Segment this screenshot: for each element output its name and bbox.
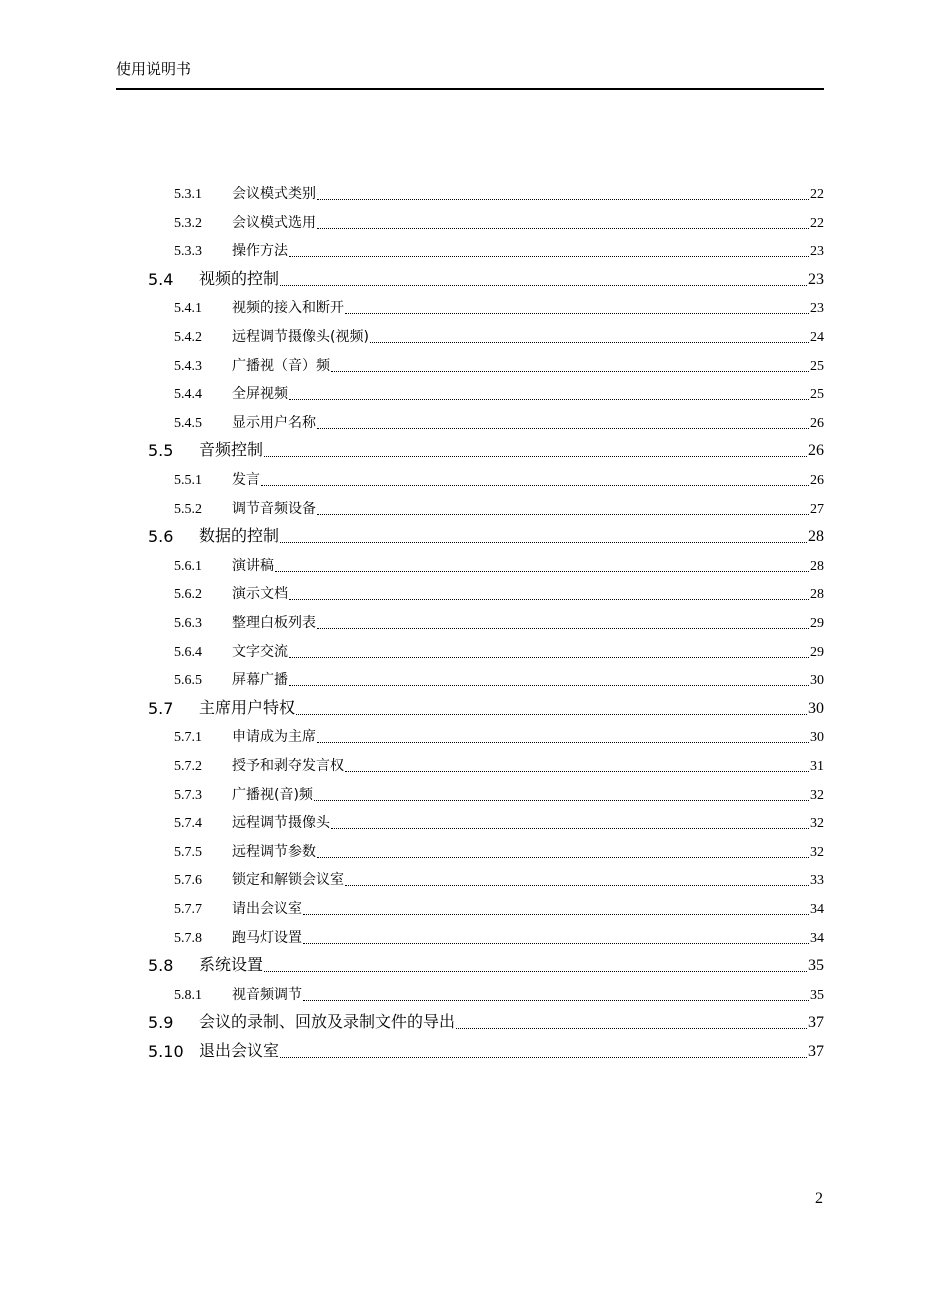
toc-subsection-entry[interactable]	[174, 724, 824, 746]
toc-dot-leader	[317, 730, 809, 743]
toc-entry-title: 远程调节摄像头	[232, 815, 330, 832]
toc-entry-page: 22	[810, 215, 824, 231]
toc-subsection-entry[interactable]	[174, 867, 824, 889]
toc-entry-page: 37	[808, 1014, 824, 1032]
toc-dot-leader	[314, 788, 809, 801]
toc-entry-number: 5.3.1	[174, 187, 202, 202]
toc-subsection-entry[interactable]	[174, 210, 824, 232]
toc-entry-title: 系统设置	[199, 955, 264, 975]
toc-entry-page: 26	[810, 415, 824, 431]
toc-entry-title: 远程调节参数	[232, 843, 316, 860]
toc-dot-leader	[289, 673, 809, 686]
toc-subsection-entry[interactable]	[174, 381, 824, 403]
toc-entry-title: 视频的接入和断开	[232, 300, 344, 317]
toc-entry-title: 数据的控制	[199, 526, 280, 546]
toc-dot-leader	[317, 616, 809, 629]
toc-entry-number: 5.4.3	[174, 358, 202, 374]
toc-entry-number: 5.8	[148, 956, 174, 976]
toc-section-entry[interactable]	[148, 1039, 824, 1061]
toc-subsection-entry[interactable]	[174, 810, 824, 832]
toc-entry-title: 主席用户特权	[199, 697, 296, 717]
toc-entry-number: 5.3.2	[174, 215, 202, 231]
toc-dot-leader	[317, 416, 809, 429]
toc-dot-leader	[280, 1045, 807, 1058]
toc-entry-page: 25	[810, 387, 824, 403]
toc-entry-number: 5.7.3	[174, 787, 202, 803]
header-title: 使用说明书	[116, 60, 192, 78]
toc-entry-page: 28	[810, 587, 824, 603]
toc-entry-number: 5.7	[148, 698, 174, 718]
toc-entry-page: 24	[810, 330, 824, 345]
toc-entry-title: 文字交流	[232, 643, 288, 660]
toc-entry-number: 5.4.5	[174, 415, 202, 431]
toc-entry-page: 29	[810, 616, 824, 631]
toc-subsection-entry[interactable]	[174, 324, 824, 346]
toc-dot-leader	[303, 902, 809, 915]
toc-dot-leader	[289, 645, 809, 658]
toc-entry-title: 整理白板列表	[232, 615, 316, 631]
toc-dot-leader	[303, 931, 809, 944]
toc-entry-title: 操作方法	[232, 243, 288, 260]
toc-entry-page: 32	[810, 816, 824, 832]
toc-entry-page: 30	[810, 673, 824, 689]
toc-section-entry[interactable]	[148, 438, 824, 460]
toc-entry-title: 视频的控制	[199, 268, 280, 288]
toc-subsection-entry[interactable]	[174, 610, 824, 632]
toc-entry-number: 5.7.4	[174, 816, 202, 832]
toc-entry-title: 跑马灯设置	[232, 929, 302, 946]
toc-entry-number: 5.6.1	[174, 558, 202, 574]
toc-entry-title: 授予和剥夺发言权	[232, 758, 344, 774]
toc-entry-page: 26	[808, 442, 824, 460]
toc-dot-leader	[456, 1016, 807, 1029]
toc-subsection-entry[interactable]	[174, 639, 824, 661]
toc-entry-title: 全屏视频	[232, 386, 288, 403]
toc-subsection-entry[interactable]	[174, 982, 824, 1004]
toc-entry-page: 30	[808, 699, 824, 717]
page-number: 2	[815, 1190, 823, 1207]
toc-subsection-entry[interactable]	[174, 295, 824, 317]
toc-entry-title: 请出会议室	[232, 901, 302, 917]
toc-entry-number: 5.6.2	[174, 587, 202, 603]
toc-entry-title: 调节音频设备	[232, 500, 316, 517]
toc-dot-leader	[317, 845, 809, 858]
toc-entry-page: 32	[810, 787, 824, 803]
toc-entry-title: 会议模式类别	[232, 186, 316, 202]
toc-entry-number: 5.5.1	[174, 473, 202, 488]
toc-entry-title: 显示用户名称	[232, 414, 316, 431]
toc-entry-title: 广播视(音)频	[232, 786, 313, 803]
toc-entry-page: 31	[810, 759, 824, 774]
toc-dot-leader	[345, 759, 809, 772]
toc-entry-title: 会议的录制、回放及录制文件的导出	[199, 1012, 456, 1032]
toc-subsection-entry[interactable]	[174, 553, 824, 575]
toc-dot-leader	[280, 530, 807, 543]
toc-dot-leader	[261, 473, 809, 486]
toc-dot-leader	[317, 216, 809, 229]
toc-entry-page: 27	[810, 501, 824, 517]
toc-entry-title: 屏幕广播	[232, 672, 288, 689]
toc-entry-number: 5.4	[148, 269, 174, 289]
toc-entry-title: 视音频调节	[232, 986, 302, 1003]
toc-entry-number: 5.3.3	[174, 244, 202, 260]
toc-section-entry[interactable]	[148, 696, 824, 718]
toc-entry-page: 37	[808, 1043, 824, 1060]
toc-entry-page: 28	[810, 558, 824, 574]
toc-entry-page: 35	[808, 957, 824, 975]
page-header	[116, 56, 824, 90]
toc-entry-number: 5.5.2	[174, 501, 202, 517]
toc-entry-page: 23	[810, 301, 824, 317]
toc-entry-number: 5.7.5	[174, 844, 202, 860]
toc-entry-number: 5.4.4	[174, 387, 202, 403]
toc-entry-number: 5.6.5	[174, 673, 202, 689]
toc-section-entry[interactable]	[148, 267, 824, 289]
toc-subsection-entry[interactable]	[174, 782, 824, 804]
toc-entry-page: 26	[810, 473, 824, 488]
toc-dot-leader	[280, 273, 807, 286]
toc-entry-page: 33	[810, 873, 824, 889]
toc-entry-title: 申请成为主席	[232, 729, 316, 746]
toc-entry-number: 5.7.2	[174, 759, 202, 774]
toc-entry-page: 34	[810, 902, 824, 917]
toc-entry-page: 32	[810, 844, 824, 860]
toc-entry-page: 25	[810, 358, 824, 374]
toc-entry-page: 23	[808, 270, 824, 288]
toc-dot-leader	[289, 387, 809, 400]
toc-entry-title: 广播视（音）频	[232, 357, 330, 374]
toc-subsection-entry[interactable]	[174, 839, 824, 861]
toc-dot-leader	[317, 502, 809, 515]
toc-subsection-entry[interactable]	[174, 581, 824, 603]
toc-subsection-entry[interactable]	[174, 896, 824, 918]
toc-entry-number: 5.7.7	[174, 902, 202, 917]
toc-dot-leader	[296, 702, 807, 715]
toc-dot-leader	[289, 587, 809, 600]
toc-section-entry[interactable]	[148, 953, 824, 975]
toc-subsection-entry[interactable]	[174, 667, 824, 689]
toc-entry-page: 30	[810, 730, 824, 746]
toc-entry-number: 5.7.6	[174, 873, 202, 889]
toc-subsection-entry[interactable]	[174, 181, 824, 203]
toc-entry-number: 5.10	[148, 1042, 184, 1061]
toc-entry-title: 演示文档	[232, 586, 288, 603]
toc-entry-number: 5.6.3	[174, 616, 202, 631]
toc-subsection-entry[interactable]	[174, 353, 824, 375]
toc-dot-leader	[289, 244, 809, 257]
toc-section-entry[interactable]	[148, 524, 824, 546]
toc-entry-number: 5.7.1	[174, 730, 202, 746]
toc-section-entry[interactable]	[148, 1010, 824, 1032]
toc-entry-title: 演讲稿	[232, 557, 274, 574]
toc-entry-number: 5.9	[148, 1013, 174, 1033]
toc-dot-leader	[345, 301, 809, 314]
toc-entry-number: 5.5	[148, 441, 174, 461]
toc-entry-page: 23	[810, 244, 824, 260]
toc-entry-title: 远程调节摄像头(视频)	[232, 329, 369, 345]
toc-entry-title: 退出会议室	[199, 1041, 280, 1060]
toc-entry-number: 5.4.1	[174, 301, 202, 317]
toc-subsection-entry[interactable]	[174, 467, 824, 489]
toc-dot-leader	[317, 187, 809, 200]
toc-dot-leader	[331, 359, 809, 372]
toc-entry-title: 发言	[232, 472, 260, 488]
toc-dot-leader	[370, 330, 809, 343]
toc-entry-number: 5.8.1	[174, 987, 202, 1003]
toc-entry-title: 音频控制	[199, 440, 264, 460]
toc-dot-leader	[275, 559, 809, 572]
toc-dot-leader	[264, 959, 807, 972]
toc-dot-leader	[303, 988, 809, 1001]
toc-entry-number: 5.6	[148, 527, 174, 547]
toc-entry-number: 5.6.4	[174, 644, 202, 660]
toc-entry-number: 5.4.2	[174, 330, 202, 345]
toc-subsection-entry[interactable]	[174, 925, 824, 947]
toc-entry-page: 35	[810, 987, 824, 1003]
toc-entry-number: 5.7.8	[174, 930, 202, 946]
toc-subsection-entry[interactable]	[174, 410, 824, 432]
toc-dot-leader	[331, 816, 809, 829]
toc-entry-title: 锁定和解锁会议室	[232, 872, 344, 889]
toc-dot-leader	[264, 444, 807, 457]
toc-entry-page: 29	[810, 644, 824, 660]
toc-entry-title: 会议模式选用	[232, 214, 316, 231]
toc-entry-page: 22	[810, 187, 824, 202]
toc-subsection-entry[interactable]	[174, 753, 824, 775]
toc-entry-page: 34	[810, 930, 824, 946]
toc-subsection-entry[interactable]	[174, 496, 824, 518]
toc-entry-page: 28	[808, 528, 824, 546]
toc-subsection-entry[interactable]	[174, 238, 824, 260]
toc-dot-leader	[345, 873, 809, 886]
